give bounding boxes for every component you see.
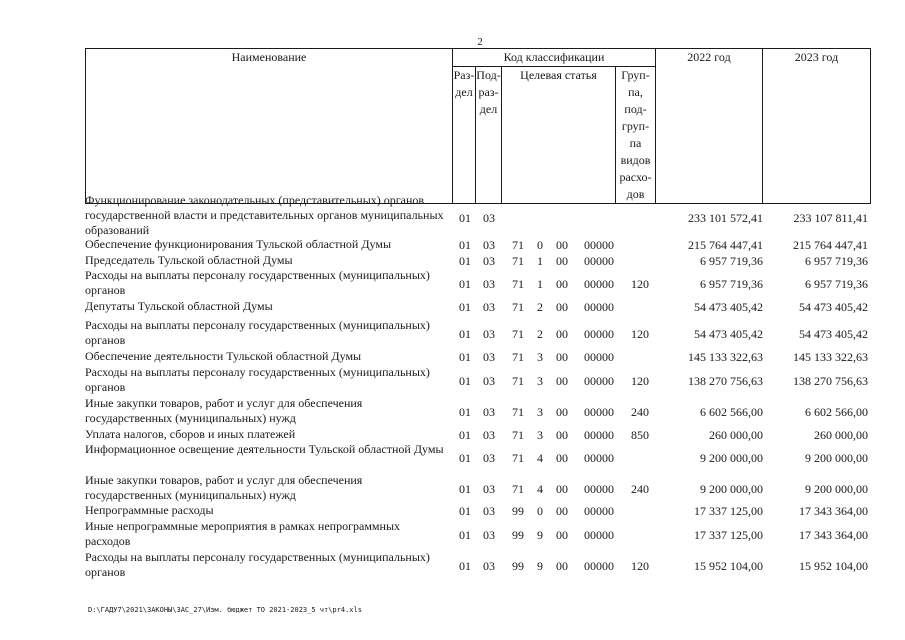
file-path: D:\ГАДУ7\2021\ЗАКОНЫ\ЗАС_27\Изм. бюджет ТО 2021-2023_5 чт\pr4.xls [88, 606, 362, 614]
row-podrazdel: 03 [483, 254, 495, 268]
row-razdel: 01 [459, 326, 471, 341]
row-podrazdel: 03 [483, 326, 495, 341]
table-row [85, 349, 875, 364]
row-cs-direction: 00000 [584, 326, 614, 341]
row-cs-element: 00 [556, 326, 568, 341]
table-row [85, 396, 875, 426]
row-value-2022: 54 473 405,42 [694, 326, 763, 341]
table-row [85, 503, 875, 518]
row-cs-element: 00 [556, 276, 568, 291]
row-name: Расходы на выплаты персоналу государственных (муниципальных) органов [85, 365, 430, 394]
row-value-2023: 17 343 364,00 [799, 527, 868, 542]
row-razdel: 01 [459, 404, 471, 419]
row-razdel: 01 [459, 428, 471, 442]
table-row [85, 253, 875, 268]
table-row [85, 550, 875, 580]
row-cs-direction: 00000 [584, 428, 614, 442]
table-row [85, 237, 875, 252]
row-cs-subprogram: 1 [537, 276, 543, 291]
row-cs-element: 00 [556, 504, 568, 518]
row-cs-program: 99 [512, 558, 524, 573]
row-cs-element: 00 [556, 373, 568, 388]
row-cs-element: 00 [556, 450, 568, 465]
row-cs-element: 00 [556, 428, 568, 442]
page-number: 2 [477, 36, 483, 48]
row-cs-element: 00 [556, 404, 568, 419]
row-razdel: 01 [459, 238, 471, 252]
row-cs-direction: 00000 [584, 481, 614, 496]
row-value-2023: 6 957 719,36 [805, 276, 868, 291]
row-cs-program: 99 [512, 504, 524, 518]
row-razdel: 01 [459, 481, 471, 496]
row-cs-element: 00 [556, 350, 568, 364]
header-podrazdel: Под- раз- дел [476, 67, 502, 204]
row-value-2022: 6 957 719,36 [700, 276, 763, 291]
row-razdel: 01 [459, 527, 471, 542]
table-row [85, 318, 875, 348]
row-cs-direction: 00000 [584, 254, 614, 268]
row-podrazdel: 03 [483, 558, 495, 573]
row-name: Иные закупки товаров, работ и услуг для обеспечения государственных (муниципальных) нужд [85, 396, 363, 425]
row-podrazdel: 03 [483, 373, 495, 388]
row-cs-program: 71 [512, 481, 524, 496]
row-razdel: 01 [459, 504, 471, 518]
row-razdel: 01 [459, 558, 471, 573]
row-cs-direction: 00000 [584, 450, 614, 465]
row-podrazdel: 03 [483, 481, 495, 496]
row-cs-subprogram: 3 [537, 428, 543, 442]
row-cs-direction: 00000 [584, 404, 614, 419]
row-name: Иные непрограммные мероприятия в рамках непрограммных расходов [85, 519, 401, 548]
row-razdel: 01 [459, 276, 471, 291]
row-cs-program: 71 [512, 254, 524, 268]
row-value-2022: 15 952 104,00 [694, 558, 763, 573]
row-value-2023: 15 952 104,00 [799, 558, 868, 573]
row-cs-program: 71 [512, 450, 524, 465]
row-podrazdel: 03 [483, 504, 495, 518]
header-2023: 2023 год [763, 49, 871, 204]
row-cs-program: 71 [512, 350, 524, 364]
row-podrazdel: 03 [483, 450, 495, 465]
row-name: Иные закупки товаров, работ и услуг для обеспечения государственных (муниципальных) нужд [85, 473, 363, 502]
row-name: Расходы на выплаты персоналу государственных (муниципальных) органов [85, 550, 430, 579]
row-cs-element: 00 [556, 481, 568, 496]
row-value-2022: 6 957 719,36 [700, 254, 763, 268]
row-name: Информационное освещение деятельности Тульской областной Думы [85, 442, 444, 456]
row-value-2023: 6 602 566,00 [805, 404, 868, 419]
row-cs-subprogram: 9 [537, 558, 543, 573]
row-vid-rashodov: 120 [631, 276, 649, 291]
row-name: Функционирование законодательных (представительных) органов государственной власти и представительных органов муниципальных образований [85, 193, 444, 237]
row-podrazdel: 03 [483, 211, 495, 225]
row-value-2022: 54 473 405,42 [694, 300, 763, 314]
row-cs-direction: 00000 [584, 276, 614, 291]
row-value-2023: 260 000,00 [814, 428, 868, 442]
row-cs-program: 71 [512, 373, 524, 388]
row-cs-element: 00 [556, 527, 568, 542]
table-row [85, 268, 875, 298]
row-value-2022: 17 337 125,00 [694, 504, 763, 518]
row-cs-direction: 00000 [584, 504, 614, 518]
row-value-2023: 9 200 000,00 [805, 481, 868, 496]
row-cs-direction: 00000 [584, 558, 614, 573]
table-row [85, 473, 875, 503]
row-cs-subprogram: 0 [537, 504, 543, 518]
row-value-2022: 6 602 566,00 [700, 404, 763, 419]
row-cs-program: 71 [512, 428, 524, 442]
row-razdel: 01 [459, 300, 471, 314]
row-cs-element: 00 [556, 300, 568, 314]
row-value-2023: 54 473 405,42 [799, 326, 868, 341]
table-row [85, 427, 875, 442]
row-name: Председатель Тульской областной Думы [85, 253, 293, 267]
row-value-2023: 233 107 811,41 [793, 211, 868, 225]
header-name: Наименование [86, 49, 453, 204]
header-celevaya: Целевая статья [502, 67, 616, 204]
row-cs-program: 71 [512, 300, 524, 314]
header-razdel: Раз- дел [453, 67, 476, 204]
row-razdel: 01 [459, 350, 471, 364]
row-cs-program: 71 [512, 238, 524, 252]
table-header [85, 48, 871, 204]
row-podrazdel: 03 [483, 428, 495, 442]
row-cs-subprogram: 3 [537, 373, 543, 388]
row-cs-program: 71 [512, 404, 524, 419]
row-vid-rashodov: 120 [631, 326, 649, 341]
row-vid-rashodov: 850 [631, 428, 649, 442]
row-value-2022: 260 000,00 [709, 428, 763, 442]
row-razdel: 01 [459, 450, 471, 465]
row-podrazdel: 03 [483, 527, 495, 542]
row-cs-subprogram: 2 [537, 300, 543, 314]
row-podrazdel: 03 [483, 404, 495, 419]
row-cs-direction: 00000 [584, 300, 614, 314]
row-value-2023: 54 473 405,42 [799, 300, 868, 314]
row-name: Уплата налогов, сборов и иных платежей [85, 427, 296, 441]
row-vid-rashodov: 120 [631, 373, 649, 388]
row-podrazdel: 03 [483, 350, 495, 364]
row-razdel: 01 [459, 211, 471, 225]
row-razdel: 01 [459, 373, 471, 388]
row-cs-subprogram: 4 [537, 450, 543, 465]
row-value-2022: 9 200 000,00 [700, 450, 763, 465]
row-cs-subprogram: 9 [537, 527, 543, 542]
header-classification: Код классификации [453, 49, 656, 67]
row-name: Обеспечение функционирования Тульской областной Думы [85, 237, 392, 251]
row-cs-program: 71 [512, 276, 524, 291]
row-value-2023: 17 343 364,00 [799, 504, 868, 518]
table-row [85, 299, 875, 314]
row-value-2022: 17 337 125,00 [694, 527, 763, 542]
header-2022: 2022 год [656, 49, 763, 204]
row-razdel: 01 [459, 254, 471, 268]
table-row [85, 193, 875, 238]
row-name: Расходы на выплаты персоналу государственных (муниципальных) органов [85, 318, 430, 347]
row-cs-direction: 00000 [584, 527, 614, 542]
row-cs-subprogram: 3 [537, 404, 543, 419]
row-cs-program: 71 [512, 326, 524, 341]
row-value-2022: 215 764 447,41 [688, 238, 763, 252]
row-cs-element: 00 [556, 238, 568, 252]
table-row [85, 442, 875, 472]
row-name: Непрограммные расходы [85, 503, 214, 517]
row-value-2023: 145 133 322,63 [793, 350, 868, 364]
row-cs-direction: 00000 [584, 350, 614, 364]
row-cs-subprogram: 0 [537, 238, 543, 252]
row-cs-element: 00 [556, 254, 568, 268]
row-value-2023: 9 200 000,00 [805, 450, 868, 465]
row-name: Расходы на выплаты персоналу государственных (муниципальных) органов [85, 268, 430, 297]
header-gruppa: Груп- па, под- груп- па видов расхо- дов [616, 67, 656, 204]
row-cs-element: 00 [556, 558, 568, 573]
row-vid-rashodov: 240 [631, 404, 649, 419]
row-value-2022: 9 200 000,00 [700, 481, 763, 496]
row-name: Депутаты Тульской областной Думы [85, 299, 273, 313]
table-row [85, 365, 875, 395]
row-value-2023: 215 764 447,41 [793, 238, 868, 252]
row-name: Обеспечение деятельности Тульской областной Думы [85, 349, 362, 363]
row-cs-subprogram: 1 [537, 254, 543, 268]
row-cs-subprogram: 4 [537, 481, 543, 496]
row-value-2022: 145 133 322,63 [688, 350, 763, 364]
row-value-2023: 138 270 756,63 [793, 373, 868, 388]
row-podrazdel: 03 [483, 238, 495, 252]
row-value-2022: 138 270 756,63 [688, 373, 763, 388]
row-cs-subprogram: 2 [537, 326, 543, 341]
row-vid-rashodov: 120 [631, 558, 649, 573]
row-podrazdel: 03 [483, 276, 495, 291]
row-cs-direction: 00000 [584, 238, 614, 252]
row-podrazdel: 03 [483, 300, 495, 314]
table-row [85, 519, 875, 549]
row-cs-direction: 00000 [584, 373, 614, 388]
row-vid-rashodov: 240 [631, 481, 649, 496]
row-value-2022: 233 101 572,41 [688, 211, 763, 225]
row-cs-program: 99 [512, 527, 524, 542]
row-cs-subprogram: 3 [537, 350, 543, 364]
row-value-2023: 6 957 719,36 [805, 254, 868, 268]
